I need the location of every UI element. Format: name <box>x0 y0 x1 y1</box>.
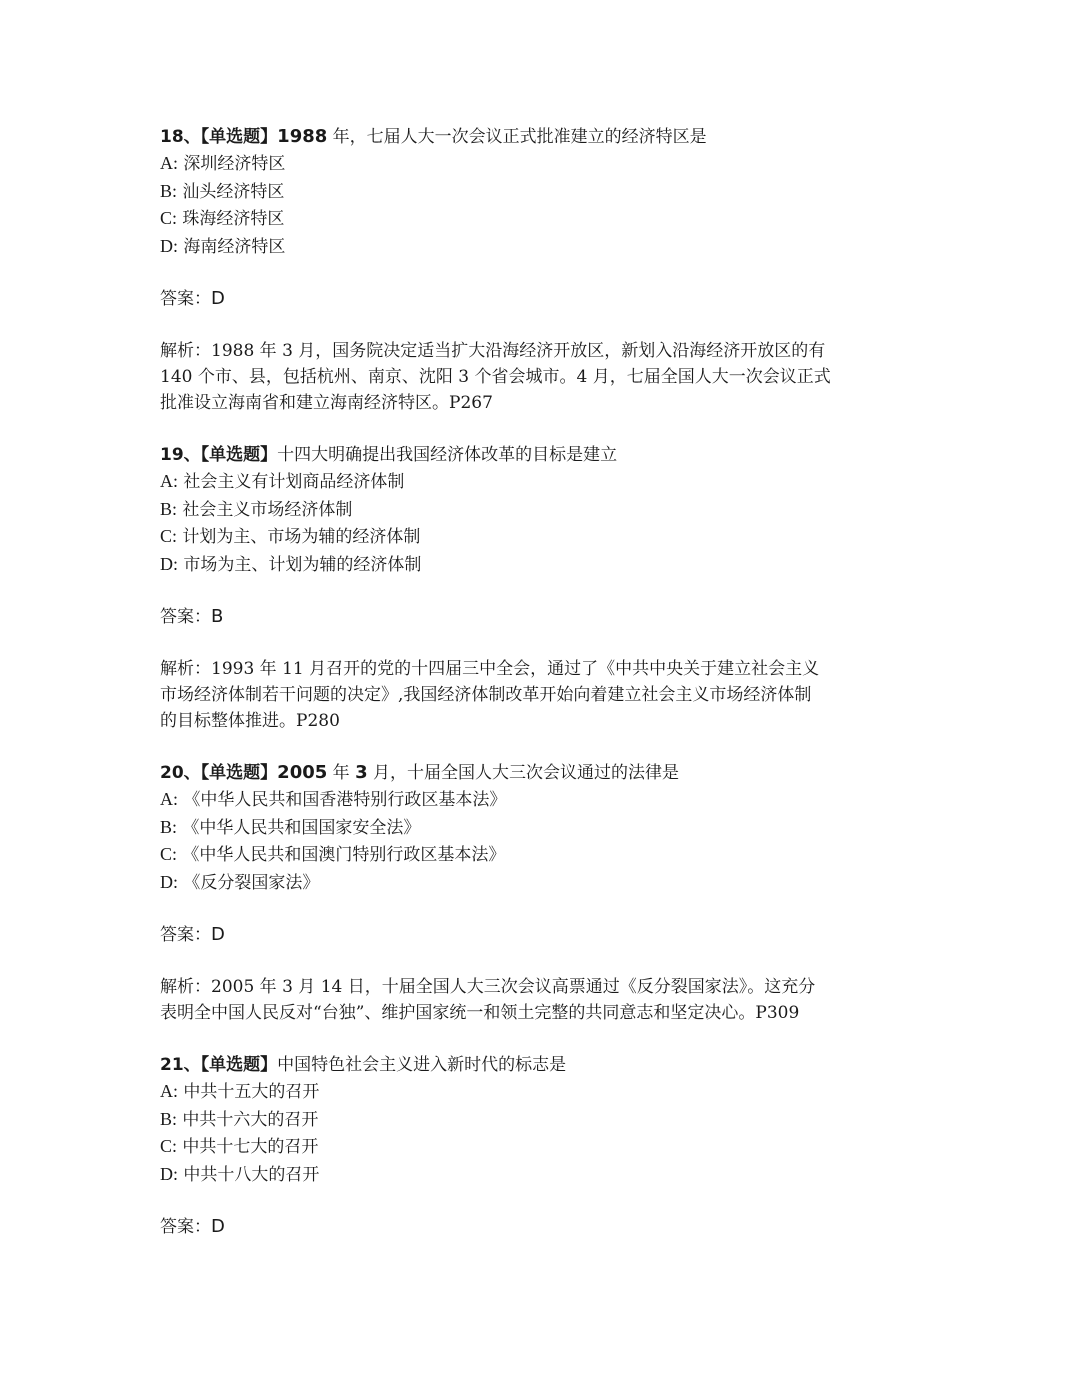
option-text: 《中华人民共和国香港特别行政区基本法》 <box>178 790 507 810</box>
answer-value: D <box>211 924 225 945</box>
question-type: 【单选题】 <box>200 763 278 783</box>
option-key: D: <box>160 871 178 892</box>
answer-value: D <box>211 1216 225 1237</box>
option-text: 《中华人民共和国国家安全法》 <box>177 817 421 838</box>
option-a <box>160 786 940 814</box>
analysis-line: 解析：1993 年 11 月召开的党的十四届三中全会，通过了《中共中央关于建立社会主义 <box>160 659 820 679</box>
option-b <box>160 814 940 842</box>
stem-text: 年，七届人大一次会议正式批准建立的经济特区是 <box>327 127 707 147</box>
analysis-line: 解析：2005 年 3 月 14 日，十届全国人大三次会议高票通过《反分裂国家法》。这充分 <box>160 977 816 997</box>
option-list <box>160 468 940 578</box>
option-text: 市场为主、计划为辅的经济体制 <box>178 554 422 575</box>
question-20 <box>160 760 940 1026</box>
stem-text: 年 <box>327 763 356 783</box>
stem-month: 3 <box>355 762 368 783</box>
option-b <box>160 178 940 206</box>
option-d <box>160 869 940 897</box>
option-b <box>160 1106 940 1134</box>
option-key: A: <box>160 471 178 491</box>
analysis-line: 140 个市、县，包括杭州、南京、沈阳 3 个省会城市。4 月，七届全国人大一次会议正式 <box>160 367 831 387</box>
option-c <box>160 205 940 233</box>
option-list <box>160 1078 940 1188</box>
analysis <box>160 974 920 1026</box>
option-text: 社会主义市场经济体制 <box>177 499 353 520</box>
question-number: 21、 <box>160 1055 201 1075</box>
question-type: 【单选题】 <box>200 1055 278 1075</box>
question-19 <box>160 442 940 734</box>
option-text: 社会主义有计划商品经济体制 <box>178 472 405 492</box>
question-type: 【单选题】 <box>200 445 278 465</box>
answer <box>160 922 940 948</box>
question-18 <box>160 124 940 416</box>
option-key: D: <box>160 1163 178 1184</box>
option-a <box>160 468 940 496</box>
stem-text: 十四大明确提出我国经济体改革的目标是建立 <box>277 445 618 465</box>
answer <box>160 1214 940 1240</box>
option-text: 汕头经济特区 <box>177 181 285 202</box>
question-21 <box>160 1052 940 1240</box>
analysis-line: 的目标整体推进。P280 <box>160 711 340 731</box>
option-list <box>160 150 940 260</box>
option-c <box>160 1133 940 1161</box>
option-d <box>160 1161 940 1189</box>
question-number: 20、 <box>160 763 201 783</box>
option-d <box>160 551 940 579</box>
stem-year: 2005 <box>277 762 328 783</box>
answer-value: D <box>211 288 225 309</box>
option-key: C: <box>160 1136 178 1156</box>
analysis-line: 批准设立海南省和建立海南经济特区。P267 <box>160 393 493 413</box>
option-text: 中共十五大的召开 <box>178 1082 320 1102</box>
answer-value: B <box>211 606 224 627</box>
option-key: D: <box>160 235 178 256</box>
option-text: 中共十八大的召开 <box>178 1164 320 1185</box>
answer-label: 答案： <box>160 1217 211 1237</box>
option-c <box>160 523 940 551</box>
option-c <box>160 841 940 869</box>
option-text: 计划为主、市场为辅的经济体制 <box>177 527 421 547</box>
option-key: C: <box>160 844 178 864</box>
option-key: B: <box>160 1108 178 1129</box>
option-key: B: <box>160 180 178 201</box>
question-number: 18、 <box>160 127 201 147</box>
option-key: C: <box>160 526 178 546</box>
document-page <box>160 124 940 1240</box>
question-number: 19、 <box>160 445 201 465</box>
analysis <box>160 338 920 416</box>
option-text: 《反分裂国家法》 <box>178 872 320 893</box>
question-stem <box>160 760 940 786</box>
option-a <box>160 1078 940 1106</box>
answer <box>160 604 940 630</box>
option-text: 海南经济特区 <box>178 236 286 257</box>
analysis-line: 解析：1988 年 3 月，国务院决定适当扩大沿海经济开放区，新划入沿海经济开放区的有 <box>160 341 826 361</box>
option-key: D: <box>160 553 178 574</box>
answer-label: 答案： <box>160 607 211 627</box>
option-text: 中共十六大的召开 <box>177 1109 319 1130</box>
option-key: C: <box>160 208 178 228</box>
answer-label: 答案： <box>160 289 211 309</box>
question-stem <box>160 1052 940 1078</box>
option-key: A: <box>160 789 178 809</box>
question-stem <box>160 124 940 150</box>
option-text: 中共十七大的召开 <box>177 1137 319 1157</box>
stem-text: 月，十届全国人大三次会议通过的法律是 <box>367 763 680 783</box>
option-key: A: <box>160 153 178 173</box>
option-list <box>160 786 940 896</box>
option-text: 珠海经济特区 <box>177 209 285 229</box>
option-text: 《中华人民共和国澳门特别行政区基本法》 <box>177 845 506 865</box>
option-d <box>160 233 940 261</box>
option-key: B: <box>160 498 178 519</box>
analysis <box>160 656 920 734</box>
question-stem <box>160 442 940 468</box>
analysis-line: 市场经济体制若干问题的决定》,我国经济体制改革开始向着建立社会主义市场经济体制 <box>160 685 812 705</box>
answer-label: 答案： <box>160 925 211 945</box>
answer <box>160 286 940 312</box>
question-type: 【单选题】 <box>200 127 278 147</box>
option-key: A: <box>160 1081 178 1101</box>
option-text: 深圳经济特区 <box>178 154 286 174</box>
stem-year: 1988 <box>277 126 328 147</box>
option-a <box>160 150 940 178</box>
option-b <box>160 496 940 524</box>
stem-text: 中国特色社会主义进入新时代的标志是 <box>277 1055 567 1075</box>
option-key: B: <box>160 816 178 837</box>
analysis-line: 表明全中国人民反对“台独”、维护国家统一和领土完整的共同意志和坚定决心。P309 <box>160 1003 800 1023</box>
